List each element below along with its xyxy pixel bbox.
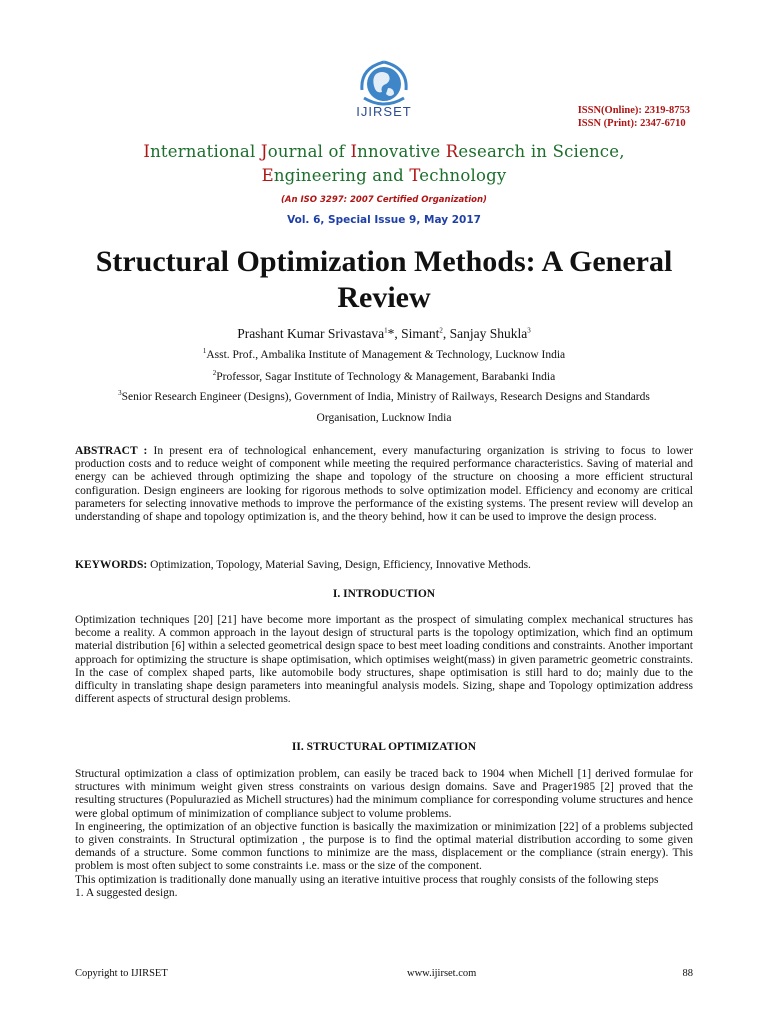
copyright: Copyright to IJIRSET [75,968,168,979]
journal-cap: I [143,142,151,161]
affiliation-mark: 1 [202,347,207,356]
journal-word: ournal of [267,142,351,161]
author-name: Prashant Kumar Srivastava [237,326,385,341]
journal-title-line2 [0,166,768,185]
journal-word: nternational [150,142,261,161]
keywords [75,559,693,572]
author-affiliation-mark: 1 [384,326,388,335]
paragraph: In engineering, the optimization of an objective function is basically the maximization or minimization [22] of a problems subjected to given constraints. In Structural optimization , the purpose is to find the optimal material distribution according to some given demands of a structure. Some common functions to minimize are the mass, displacement or the compliance (strain energy). This problem is most often subject to some constraints i.e. mass or the size of the component. [75,820,693,873]
author-name: Sanjay Shukla [449,326,528,341]
journal-header [0,0,768,240]
affiliation [0,391,768,403]
journal-cap: E [261,166,274,185]
affiliation-text: Professor, Sagar Institute of Technology & Management, Barabanki India [216,371,556,383]
author-separator: , [442,326,450,341]
issn-block [578,104,690,130]
affiliation [0,412,768,424]
iso-certification: (An ISO 3297: 2007 Certified Organization) [281,195,487,205]
journal-word: ngineering and [273,166,410,185]
affiliation-mark: 2 [212,369,217,378]
logo-wordmark: IJIRSET [356,104,412,119]
journal-word: echnology [419,166,507,185]
author-affiliation-mark: 3 [527,326,531,335]
affiliation-text: Organisation, Lucknow India [316,412,452,424]
abstract-label: ABSTRACT : [75,445,148,457]
affiliation-mark: 3 [118,389,122,398]
affiliation-text: Asst. Prof., Ambalika Institute of Management & Technology, Lucknow India [206,349,566,361]
journal-title-line1 [0,142,768,161]
abstract [75,445,693,524]
paper-title-line: Review [337,281,431,314]
keywords-label: KEYWORDS: [75,559,148,571]
issn-print: ISSN (Print): 2347-6710 [577,118,686,129]
author-name: Simant [401,326,440,341]
author-affiliation-mark: 2 [439,326,443,335]
structural-optimization-text [75,768,693,900]
journal-cap: I [350,142,358,161]
volume-issue: Vol. 6, Special Issue 9, May 2017 [287,214,481,226]
section-heading-structural-optimization: II. STRUCTURAL OPTIMIZATION [291,741,477,753]
journal-cap: J [260,142,268,161]
paper-title [60,244,708,316]
paper-title-line: Structural Optimization Methods: A General [95,245,673,278]
journal-cap: T [409,166,420,185]
corresponding-mark: *, [387,326,402,341]
paragraph: Structural optimization a class of optimization problem, can easily be traced back to 1904 when Michell [1] derived formulae for structures with minimum weight given stress constraints on various design domains. Save and Prager1985 [2] proved that the resulting structures (Populurazied as Michell structures) had the minimum compliance for corresponding volume structures and hence were global optimum of minimization of compliance subject to volume problems. [75,768,693,820]
introduction-text: Optimization techniques [20] [21] have become more important as the prospect of simulating complex mechanical structures has become a reality. A common approach in the layout design of structural parts is the topology optimization, which find an optimum material distribution [6] within a selected geometrical design space to best meet loading conditions and constraints. Another important approach for optimizing the structure is shape optimisation, which optimises weight(mass) in given parametric geometric constraints. In the case of complex shaped parts, like automobile body structures, shape optimisation is still hard to do; mainly due to the difficulty in translating shape design parameters into meaningful analysis models. Sizing, shape and Topology optimization address different aspects of structural design problems. [75,614,693,706]
affiliation [0,349,768,361]
abstract-text: In present era of technological enhancement, every manufacturing organization is striving to focus to lower production costs and to reduce weight of component while meeting the required performance characteristics. Saving of material and energy can be achieved through optimizing the shape and topology of the structure on choosing a more efficient structural configuration. Design engineers are looking for rigorous methods to solve optimization model. Efficiency and economy are critical parameters for selecting innovative methods to improve the performance of the existing systems. The present review will develop an understanding of shape and topology optimization is, and the theory behind, how it can be used to improve the design process. [75,445,693,524]
affiliation-text: Senior Research Engineer (Designs), Government of India, Ministry of Railways, Research Designs and Standards [121,391,650,403]
affiliation [0,371,768,383]
paragraph: 1. A suggested design. [75,886,178,899]
journal-word: nnovative [357,142,446,161]
website-link[interactable]: www.ijirset.com [407,968,477,979]
paragraph: This optimization is traditionally done manually using an iterative intuitive process that roughly consists of the following steps [75,873,659,886]
keywords-text: Optimization, Topology, Material Saving, Design, Efficiency, Innovative Methods. [147,559,531,571]
journal-word: esearch in Science, [458,142,625,161]
section-heading-introduction: I. INTRODUCTION [332,588,436,600]
page-number: 88 [682,968,693,979]
author-list [0,326,768,342]
journal-cap: R [445,142,459,161]
issn-online: ISSN(Online): 2319-8753 [577,105,690,116]
